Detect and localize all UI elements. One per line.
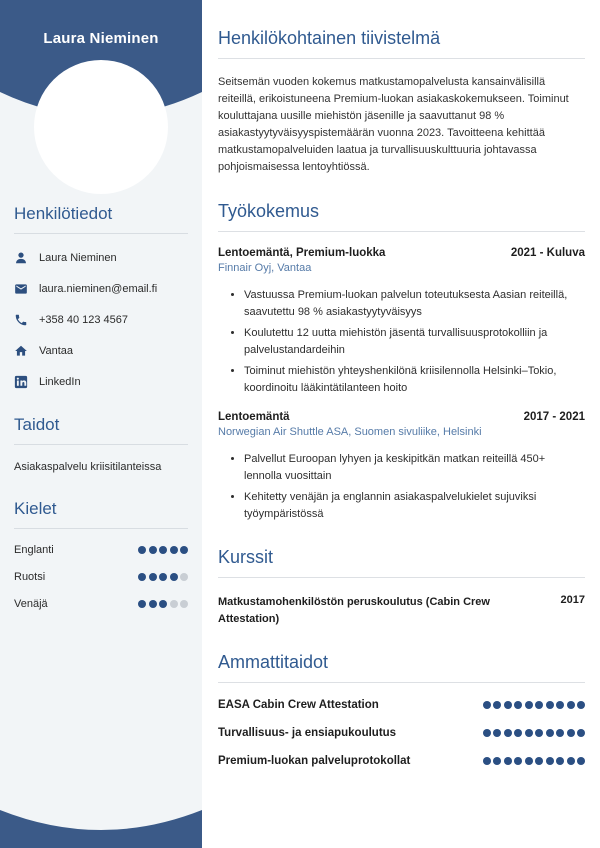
professional-skill-row <box>218 699 585 711</box>
job-bullet-list <box>218 451 585 522</box>
summary-text: Seitsemän vuoden kokemus matkustamopalvelusta kansainvälisillä reiteillä, erikoistuneena Premium-luokan asiakaskokemukseen. Toiminut kouluttajana uusille miehistön jäsenille ja saavuttanut 98 % asiakastyytyväisyyspistemäärän vuonna 2023. Tavoitteena kehittää matkustamopalveluiden laatua ja turvallisuuskulttuuria johtavassa pohjoismaisessa lentoyhtiössä. <box>218 76 569 174</box>
language-label: Venäjä <box>14 598 48 610</box>
level-dots <box>480 729 585 737</box>
level-dot <box>170 546 178 554</box>
level-dots <box>136 546 189 554</box>
level-dot <box>138 573 146 581</box>
level-dot <box>493 757 501 765</box>
job-role: Lentoemäntä <box>218 411 290 424</box>
professional-skills-section <box>218 652 585 767</box>
job-company: Finnair Oyj, Vantaa <box>218 262 312 275</box>
course-year: 2017 <box>560 594 585 607</box>
languages-section-title: Kielet <box>14 499 188 529</box>
level-dot <box>567 729 575 737</box>
languages-list <box>14 544 188 610</box>
job-company: Norwegian Air Shuttle ASA, Suomen sivuliike, Helsinki <box>218 426 482 439</box>
person-icon <box>14 251 28 265</box>
level-dot <box>483 701 491 709</box>
job-header <box>218 247 585 259</box>
level-dot <box>170 573 178 581</box>
contact-item-person <box>14 251 188 265</box>
job-header <box>218 411 585 423</box>
contact-text: +358 40 123 4567 <box>39 314 129 326</box>
experience-section <box>218 201 585 522</box>
languages-section <box>14 499 188 610</box>
level-dots <box>480 701 585 709</box>
level-dot <box>567 701 575 709</box>
level-dot <box>514 701 522 709</box>
level-dot <box>556 729 564 737</box>
level-dot <box>567 757 575 765</box>
level-dot <box>180 573 188 581</box>
level-dot <box>556 701 564 709</box>
main-content <box>218 28 585 792</box>
jobs-list <box>218 247 585 522</box>
email-icon <box>14 282 28 296</box>
language-row <box>14 571 188 583</box>
contact-item-email[interactable] <box>14 282 188 296</box>
profile-photo-placeholder <box>34 60 168 194</box>
contact-list <box>14 251 188 389</box>
level-dot <box>159 600 167 608</box>
level-dot <box>535 757 543 765</box>
level-dot <box>514 757 522 765</box>
contact-item-home <box>14 344 188 358</box>
home-icon <box>14 344 28 358</box>
level-dot <box>180 600 188 608</box>
level-dot <box>483 757 491 765</box>
job-bullet: • Koulutettu 12 uutta miehistön jäsentä turvallisuusprotokolliin ja palvelustandardeihin <box>244 325 585 358</box>
candidate-name: Laura Nieminen <box>43 30 159 47</box>
job-period: 2017 - 2021 <box>523 411 585 424</box>
language-row <box>14 544 188 556</box>
language-row <box>14 598 188 610</box>
professional-skill-label: EASA Cabin Crew Attestation <box>218 699 379 712</box>
level-dot <box>577 701 585 709</box>
skills-list <box>14 461 188 473</box>
job-entry <box>218 247 585 396</box>
sidebar-footer-curve <box>0 810 202 848</box>
contact-text: Vantaa <box>39 345 74 357</box>
job-period: 2021 - Kuluva <box>510 247 585 260</box>
level-dot <box>504 729 512 737</box>
phone-icon <box>14 313 28 327</box>
level-dot <box>159 573 167 581</box>
contact-text: LinkedIn <box>39 376 81 388</box>
level-dot <box>525 729 533 737</box>
level-dot <box>180 546 188 554</box>
courses-section-title: Kurssit <box>218 547 585 578</box>
professional-skill-label: Premium-luokan palveluprotokollat <box>218 755 411 768</box>
level-dot <box>504 701 512 709</box>
sidebar-content <box>0 204 202 636</box>
language-label: Ruotsi <box>14 571 46 583</box>
professional-skills-list <box>218 699 585 767</box>
level-dot <box>149 573 157 581</box>
professional-skill-label: Turvallisuus- ja ensiapukoulutus <box>218 727 397 740</box>
sidebar <box>0 0 202 848</box>
linkedin-icon <box>14 375 28 389</box>
level-dot <box>556 757 564 765</box>
level-dot <box>159 546 167 554</box>
summary-section <box>218 28 585 176</box>
job-bullet: • Kehitetty venäjän ja englannin asiakaspalvelukielet sujuviksi työympäristössä <box>244 489 585 522</box>
professional-skills-section-title: Ammattitaidot <box>218 652 585 683</box>
professional-skill-row <box>218 755 585 767</box>
level-dot <box>525 757 533 765</box>
job-entry <box>218 411 585 522</box>
contact-text: Laura Nieminen <box>39 252 117 264</box>
skill-item: Asiakaspalvelu kriisitilanteissa <box>14 461 162 473</box>
courses-section <box>218 547 585 627</box>
level-dot <box>577 757 585 765</box>
level-dot <box>493 729 501 737</box>
job-role: Lentoemäntä, Premium-luokka <box>218 247 386 260</box>
level-dots <box>480 757 585 765</box>
course-name: Matkustamohenkilöstön peruskoulutus (Cabin Crew Attestation) <box>218 596 490 625</box>
level-dot <box>546 729 554 737</box>
level-dot <box>493 701 501 709</box>
level-dot <box>577 729 585 737</box>
level-dot <box>504 757 512 765</box>
professional-skill-row <box>218 727 585 739</box>
course-entry <box>218 594 585 627</box>
experience-section-title: Työkokemus <box>218 201 585 232</box>
contact-section-title: Henkilötiedot <box>14 204 188 234</box>
level-dot <box>149 546 157 554</box>
level-dot <box>525 701 533 709</box>
level-dot <box>546 701 554 709</box>
level-dots <box>136 600 189 608</box>
skills-section-title: Taidot <box>14 415 188 445</box>
level-dot <box>535 729 543 737</box>
level-dot <box>170 600 178 608</box>
language-label: Englanti <box>14 544 54 556</box>
contact-text: laura.nieminen@email.fi <box>39 283 158 295</box>
level-dot <box>138 600 146 608</box>
job-bullet-list <box>218 287 585 396</box>
skills-section <box>14 415 188 473</box>
contact-item-phone <box>14 313 188 327</box>
level-dot <box>535 701 543 709</box>
level-dot <box>149 600 157 608</box>
courses-list <box>218 594 585 627</box>
level-dot <box>514 729 522 737</box>
level-dots <box>136 573 189 581</box>
summary-section-title: Henkilökohtainen tiivistelmä <box>218 28 585 59</box>
contact-item-linkedin[interactable] <box>14 375 188 389</box>
job-bullet: • Vastuussa Premium-luokan palvelun toteutuksesta Aasian reiteillä, saavutettu 98 % asiakastyytyväisyys <box>244 287 585 320</box>
level-dot <box>138 546 146 554</box>
contact-section <box>14 204 188 389</box>
job-bullet: • Palvellut Euroopan lyhyen ja keskipitkän matkan reiteillä 450+ lennolla vuosittain <box>244 451 585 484</box>
level-dot <box>483 729 491 737</box>
level-dot <box>546 757 554 765</box>
job-bullet: • Toiminut miehistön yhteyshenkilönä kriisilennolla Helsinki–Tokio, koordinoitu lääkintätilanteen hoito <box>244 363 585 396</box>
